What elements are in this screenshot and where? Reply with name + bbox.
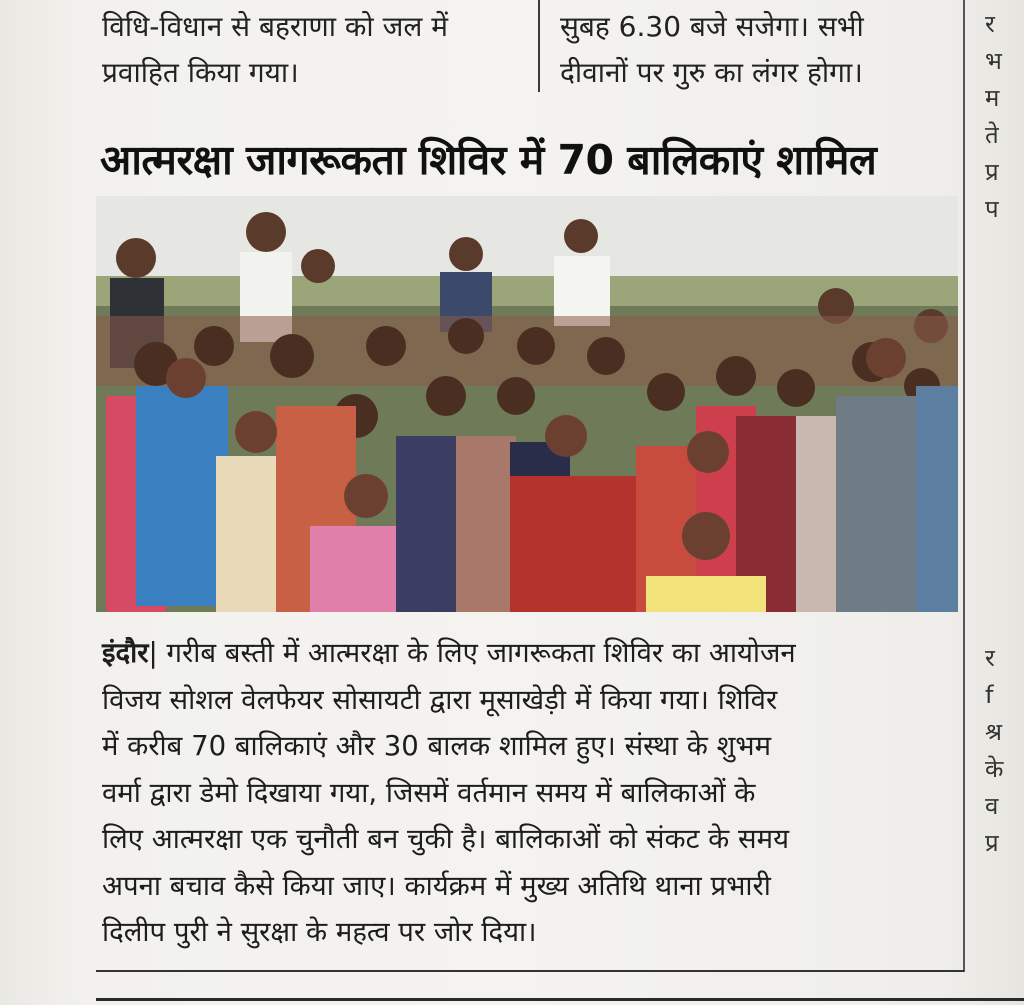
column-divider xyxy=(538,0,540,92)
article-line: दिलीप पुरी ने सुरक्षा के महत्व पर जोर दिया। xyxy=(102,916,537,948)
snippet-line: प्रवाहित किया गया। xyxy=(102,56,299,89)
group-photo xyxy=(96,196,958,612)
snippet-line: दीवानों पर गुरु का लंगर होगा। xyxy=(560,56,863,89)
fragment-char: र xyxy=(985,10,995,38)
next-column-fragment xyxy=(985,6,1024,228)
column-divider xyxy=(963,0,965,972)
adjacent-article-snippet xyxy=(560,4,960,96)
article-headline: आत्मरक्षा जागरूकता शिविर में 70 बालिकाएं शामिल xyxy=(100,136,877,184)
fragment-char: भ xyxy=(985,47,1002,75)
fragment-char: र xyxy=(985,644,995,672)
article-line xyxy=(102,630,952,677)
fragment-char: म xyxy=(985,84,1000,112)
snippet-line: सुबह 6.30 बजे सजेगा। सभी xyxy=(560,10,864,43)
fragment-char: ते xyxy=(985,121,999,149)
article-body xyxy=(102,630,952,956)
article-line: लिए आत्मरक्षा एक चुनौती बन चुकी है। बालिकाओं को संकट के समय xyxy=(102,823,790,855)
article-line: में करीब 70 बालिकाएं और 30 बालक शामिल हुए। संस्था के शुभम xyxy=(102,730,772,762)
previous-article-snippet xyxy=(102,4,532,96)
article-line: अपना बचाव कैसे किया जाए। कार्यक्रम में मुख्य अतिथि थाना प्रभारी xyxy=(102,869,771,902)
fragment-char: व xyxy=(985,792,999,820)
fragment-char: f xyxy=(985,681,994,709)
article-line-text: गरीब बस्ती में आत्मरक्षा के लिए जागरूकता शिविर का आयोजन xyxy=(166,637,796,669)
section-divider xyxy=(96,998,1024,1001)
fragment-char: के xyxy=(985,755,1004,783)
group-photo-image xyxy=(96,196,958,612)
snippet-line: विधि-विधान से बहराणा को जल में xyxy=(102,10,448,43)
fragment-char: श्र xyxy=(985,718,1002,746)
fragment-char: प्र xyxy=(985,158,999,186)
fragment-char: प्र xyxy=(985,829,999,857)
fragment-char: प xyxy=(985,195,999,223)
section-divider xyxy=(96,970,964,972)
next-column-fragment xyxy=(985,640,1024,862)
article-dateline: इंदौर xyxy=(102,637,149,669)
dateline-separator: | xyxy=(148,637,167,669)
article-line: वर्मा द्वारा डेमो दिखाया गया, जिसमें वर्तमान समय में बालिकाओं के xyxy=(102,776,756,809)
article-line: विजय सोशल वेलफेयर सोसायटी द्वारा मूसाखेड़ी में किया गया। शिविर xyxy=(102,683,778,716)
